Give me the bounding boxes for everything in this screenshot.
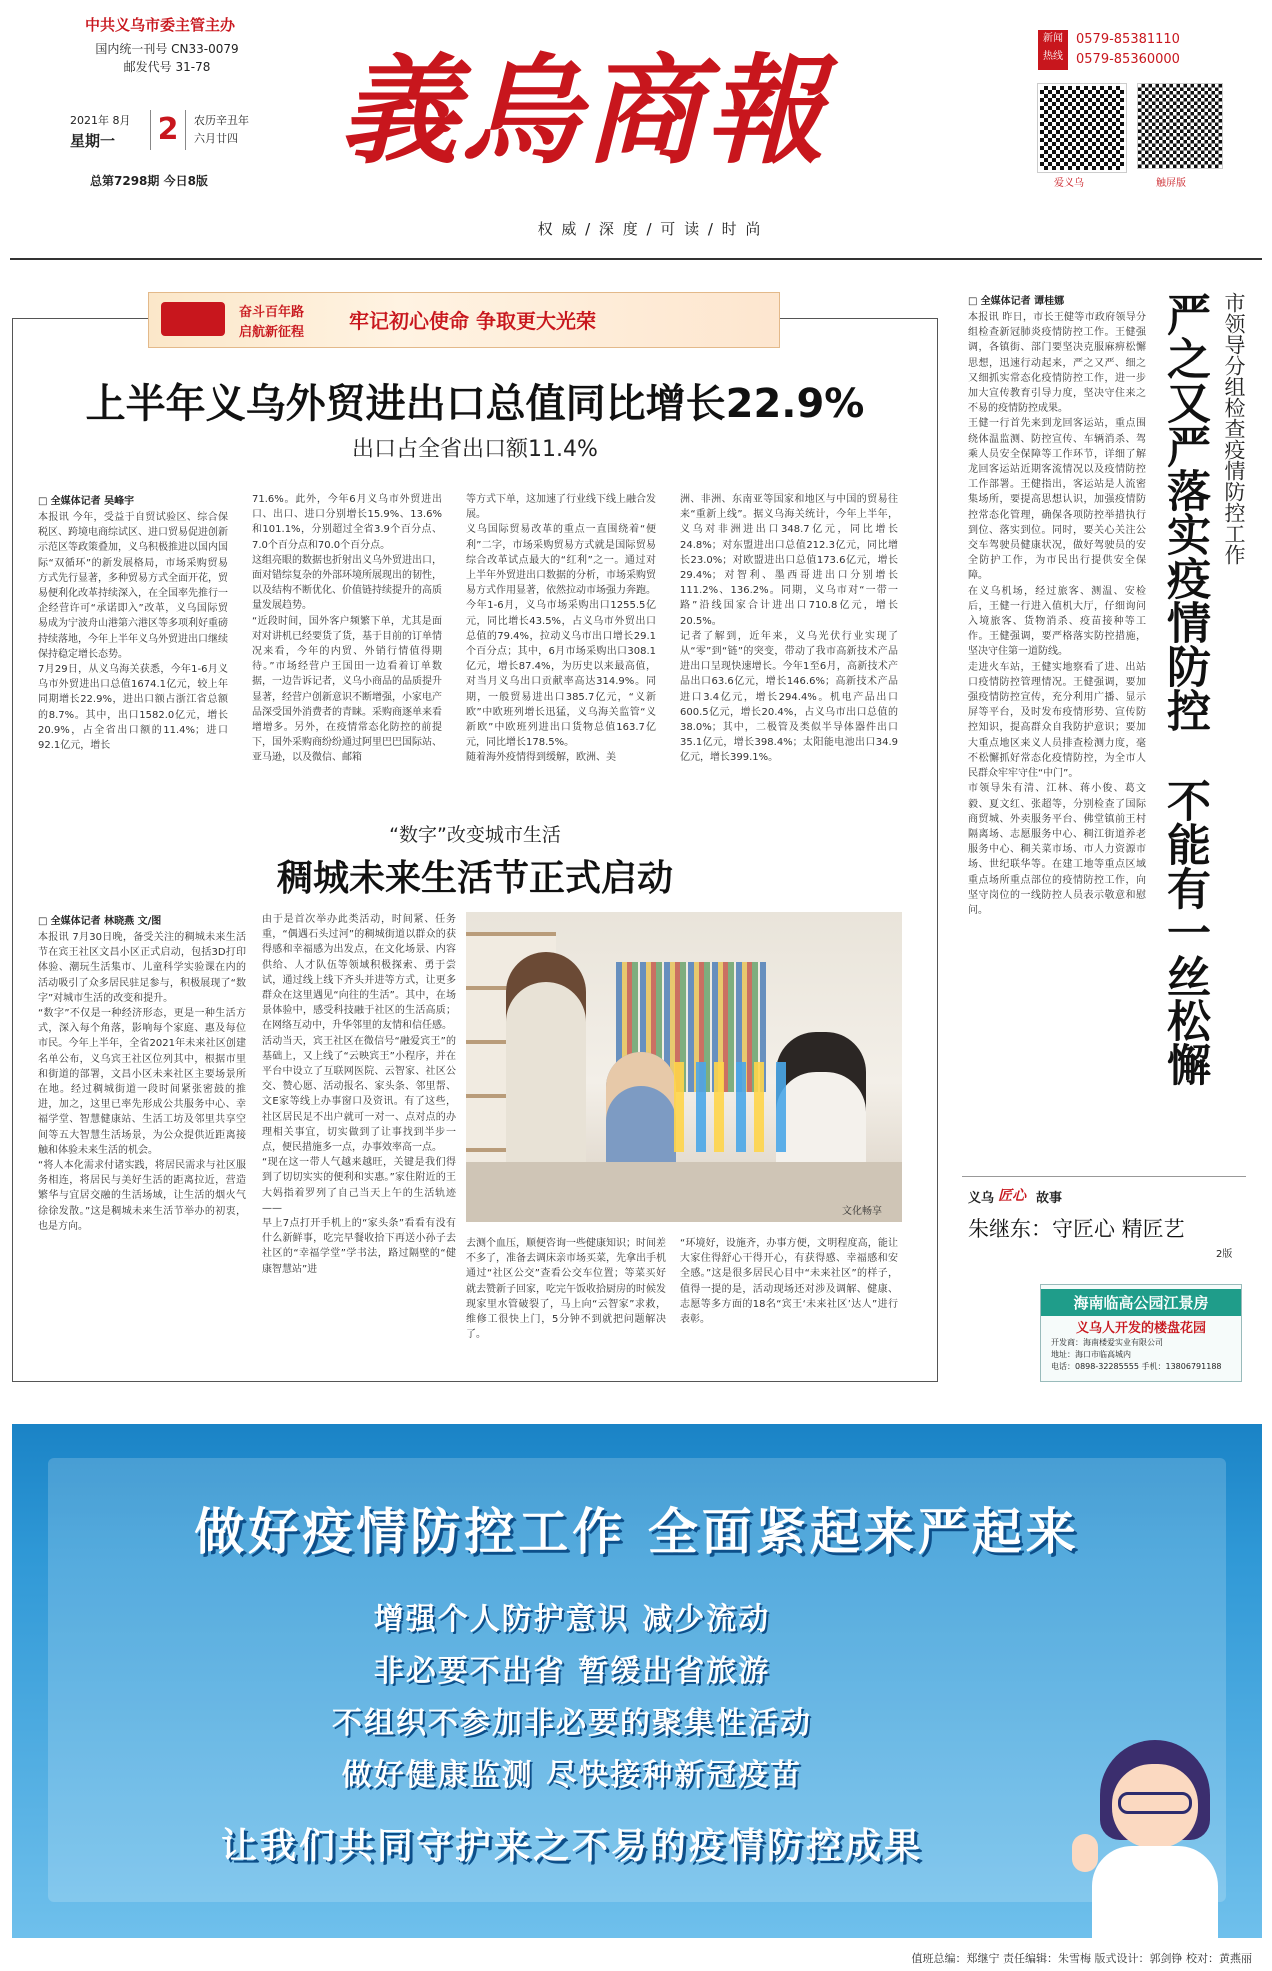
column-tag-3: 故事	[1036, 1191, 1063, 1206]
right-headline-2: 不能有一丝松懈	[1159, 778, 1210, 1086]
banner-left-1: 奋斗百年路	[239, 305, 305, 320]
right-headline-1: 严之又严落实疫情防控	[1159, 292, 1210, 732]
right-headline-2-wrap	[1160, 778, 1208, 1108]
lead-col-4: 洲、非洲、东南亚等国家和地区与中国的贸易往来“重新上线”。据义乌海关统计，今年上半年，义乌对非洲进出口348.7亿元，同比增长24.8%；对东盟进出口总值212.3亿元，同比增长23.0%；对欧盟进出口总值173.6亿元，增长29.4%；对智利、墨西哥进出口分别增长111.2%、136.2%。同期，义乌市对“一带一路”沿线国家合计进出口710.8亿元，增长20.5%。 记者了解到，近年来，义乌光伏行业实现了从“零”到“链”的突变，带动了我市高新技术产品进出口呈现快速增长。今年1至6月，高新技术产品出口63.6亿元，增长146.6%；高新技术产品进口3.4亿元，增长294.4%。机电产品出口600.5亿元，增长20.4%，占义乌市出口总值的38.0%；其中，二极管及类似半导体器件出口35.1亿元，增长398.4%；太阳能电池出口34.9亿元，增长399.1%。	[680, 494, 898, 764]
lead-headline: 上半年义乌外贸进出口总值同比增长22.9%	[85, 381, 865, 427]
second-col-2: 由于是首次举办此类活动，时间紧、任务重，“偶遇石头过河”的稠城街道以群众的获得感和幸福感为出发点，在文化场景、内容供给、人才队伍等领域积极探索、勇于尝试，通过线上线下齐头并进等方式，让更多群众在这里遇见“向往的生活”。其中，在场景体验中，感受科技融于社区的生活高质；在网络互动中，升华邻里的友情和信任感。 活动当天，宾王社区在微信号“融爱宾王”的基础上，又上线了“云映宾王”小程序，并在平台中设立了互联网医院、云智家、社区公交、赞心愿、活动报名、家头条、邻里帮、文E家等线上办事窗口及资讯。有了这些，社区居民足不出户就可一对一、点对点的办理相关事宜，切实做到了让事找到半步一点，便民措施多一点，办事效率高一点。 “现在这一带人气越来越旺，关键是我们得到了切切实实的便利和实惠。”家住附近的王大妈指着罗列了自己当天上午的生活轨迹—— 早上7点打开手机上的“家头条”看看有没有什么新鲜事，吃完早餐收拾下再送小孙子去社区的“幸福学堂”学书法，路过隔壁的“健康智慧站”进	[262, 914, 456, 1275]
phone-2: 0579-85360000	[1076, 52, 1180, 67]
issue-line: 总第7298期 今日8版	[90, 174, 208, 188]
test-tubes	[666, 1062, 786, 1152]
doctor-coat-icon	[1092, 1846, 1218, 1938]
right-kicker-text: 市领导分组检查疫情防控工作	[1222, 292, 1246, 565]
second-col-4: “环境好，设施齐，办事方便，文明程度高，能让大家住得舒心干得开心，有获得感、幸福感和安全感。”这是很多居民心目中“未来社区”的样子，值得一提的是，活动现场还对涉及调解、健康、志愿等多方面的18名“宾王‘未来社区’达人”进行表彰。	[680, 1238, 898, 1326]
second-headline: 稠城未来生活节正式启动	[276, 858, 673, 899]
day-number: 2	[157, 112, 179, 147]
lead-col-2: 71.6%。此外，今年6月义乌市外贸进出口、出口、进口分别增长15.9%、13.6%和101.1%，分别超过全省3.9个百分点、7.0个百分点和70.0个百分点。 这组亮眼的数据也折射出义乌外贸进出口，面对错综复杂的外部环境所展现出的韧性，以及结构不断优化、价值链持续提升的高质量发展趋势。 “近段时间，国外客户频繁下单，尤其是面对对讲机已经要货了货，基于目前的订单情况来看，今年的内贸、外销行情值得期待。”市场经营户王国田一边看着订单数据，一边告诉记者，义乌小商品的品质提升显著，经营户创新意识不断增强，小家电产品深受国外消费者的青睐。采购商逐单来看增增多。另外，在疫情常态化防控的前提下，国外采购商纷纷通过阿里巴巴国际站、亚马逊，以及微信、邮箱	[252, 494, 442, 764]
psa-line-2: 非必要不出省 暂缓出省旅游	[373, 1654, 771, 1689]
banner-right-text: 牢记初心使命 争取更大光荣	[349, 309, 596, 333]
hotline-label-1: 新闻	[1043, 33, 1063, 44]
centenary-emblem-icon	[161, 302, 225, 336]
masthead-divider	[10, 258, 1262, 260]
qr-caption-1: 爱义乌	[1054, 178, 1084, 189]
right-kicker	[1222, 292, 1246, 652]
feature-teaser[interactable]	[962, 1176, 1246, 1259]
doctor-hand-icon	[1072, 1834, 1098, 1872]
story-photo	[466, 912, 902, 1222]
column-tag-2: 匠心	[998, 1188, 1026, 1204]
day-box	[150, 110, 186, 150]
lead-subhead: 出口占全省出口额11.4%	[352, 437, 598, 462]
right-headline-1-wrap	[1160, 292, 1208, 772]
sponsor-line: 中共义乌市委主管主办	[84, 16, 235, 34]
lead-col-1: 本报讯 今年，受益于自贸试验区、综合保税区、跨境电商综试区、进口贸易促进创新示范区等政策叠加，义乌积极推进以国内国际“双循环”的新发展格局，市场采购贸易方式先行显著，多种贸易方式全面开花，贸易便利化改革持续深入，在全国率先推行一企经营许可“承诺即入”改革，义乌国际贸易成为宁波舟山港第六港区等多项利好重磅持续落地，今年上半年义乌外贸进出口继续保持稳定增长态势。 7月29日，从义乌海关获悉，今年1-6月义乌市外贸进出口总值1674.1亿元，较上年同期增长22.9%，进出口额占浙江省总额的8.7%。其中，出口1582.0亿元，增长20.9%，占全省出口额的11.4%；进口92.1亿元，增长	[38, 512, 228, 752]
hotline-label-2: 热线	[1043, 51, 1063, 62]
second-byline: □ 全媒体记者 林晓燕 文/图	[38, 912, 161, 927]
issn-line: 国内统一刊号 CN33-0079	[95, 42, 239, 56]
right-byline: □ 全媒体记者 谭桂娜	[968, 292, 1064, 307]
footer-credits: 值班总编：郑继宁 责任编辑：朱雪梅 版式设计：郭剑铮 校对：黄燕丽	[911, 1952, 1252, 1965]
lead-col-3: 等方式下单，这加速了行业线下线上融合发展。 义乌国际贸易改革的重点一直围绕着“便利”二字，市场采购贸易方式就是国际贸易综合改革试点最大的“红利”之一。通过对上半年外贸进出口数据的分析，市场采购贸易方式作用显著，依然拉动市场强力奔跑。今年1-6月，义乌市场采购出口1255.5亿元，同比增长43.5%，占义乌市外贸出口总值的79.4%，拉动义乌市出口增长29.1个百分点；其中，6月市场采购出口308.1亿元，增长87.4%，为历史以来最高值，对当月义乌出口贡献率高达314.9%。同期，一般贸易进出口385.7亿元，“义新欧”中欧班列增长迅猛，义乌海关监管“义新欧”中欧班列进出口货物总值163.7亿元，同比增长178.5%。 随着海外疫情得到缓解，欧洲、美	[466, 494, 656, 764]
psa-headline: 做好疫情防控工作 全面紧起来严起来	[194, 1503, 1080, 1561]
psa-banner	[12, 1424, 1262, 1938]
ad-subtitle: 义乌人开发的楼盘花园	[1075, 1321, 1206, 1336]
hotline-badge	[1038, 30, 1068, 70]
postal-line: 邮发代号 31-78	[123, 60, 211, 74]
lunar-day: 六月廿四	[194, 132, 238, 145]
right-body: 本报讯 昨日，市长王健等市政府领导分组检查新冠肺炎疫情防控工作。王健强调，各镇街、部门要坚决克服麻痹松懈思想，迅速行动起来，严之又严、细之又细抓实常态化疫情防控工作，进一步加大宣传教育引导力度，坚决守住来之不易的疫情防控成果。 王健一行首先来到龙回客运站，重点围绕体温监测、防控宣传、车辆消杀、驾乘人员安全保障等工作环节，详细了解龙回客运站近期客流情况以及疫情防控工作部署。王健指出，客运站是人流密集场所，要提高思想认识，加强疫情防控常态化管理，确保各项防控举措执行到位、落实到位。同时，要关心关注公交车驾驶员健康状况，做好驾驶员的安全防护工作，为市民出行提供安全保障。 在义乌机场，经过旅客、测温、安检后，王健一行进入值机大厅，仔细询问入境旅客、货物消杀、疫苗接种等工作。王健强调，要严格落实防控措施，坚决守住第一道防线。 走进火车站，王健实地察看了进、出站口疫情防控管理情况。王健强调，要加强疫情防控宣传，充分利用广播、显示屏等平台，及时发布疫情形势、宣传防控知识，提高群众自我防护意识；要加大重点地区来义人员排查检测力度，毫不松懈抓好常态化疫情防控，为全市人民群众牢牢守住“中门”。 市领导朱有清、江林、蒋小俊、葛文毅、夏文红、张超等，分别检查了国际商贸城、外卖服务平台、佛堂镇前王村隔离场、志愿服务中心、稠江街道养老服务中心、稠关菜市场、市人力资源市场、世纪联华等。在建工地等重点区域重点场所重点部位的疫情防控工作，向坚守岗位的一线防控人员表示敬意和慰问。	[968, 312, 1146, 916]
slogan: 权 威 / 深 度 / 可 读 / 时 尚	[537, 220, 763, 238]
second-kicker: “数字”改变城市生活	[389, 824, 561, 846]
table-surface	[466, 1162, 902, 1222]
doctor-illustration	[1072, 1734, 1242, 1938]
feature-page-ref: 2版	[1216, 1249, 1233, 1260]
banner-left-2: 启航新征程	[239, 325, 305, 340]
feature-title: 朱继东：守匠心 精匠艺	[968, 1217, 1185, 1241]
ad-address: 地址：海口市临高城内	[1051, 1350, 1131, 1359]
qr-code-mobile[interactable]	[1138, 84, 1222, 168]
psa-line-3: 不组织不参加非必要的聚集性活动	[332, 1706, 812, 1741]
psa-line-4: 做好健康监测 尽快接种新冠疫苗	[341, 1758, 803, 1793]
column-tag-1: 义乌	[968, 1191, 995, 1206]
date-year-month: 2021年 8月	[70, 114, 131, 127]
weekday: 星期一	[70, 132, 116, 150]
lead-byline: □ 全媒体记者 吴峰宇	[38, 492, 134, 507]
photo-caption: 文化畅享	[842, 1206, 882, 1217]
masthead	[0, 0, 1272, 262]
doctor-glasses-icon	[1118, 1792, 1192, 1814]
newspaper-logo: 義烏商報	[340, 41, 829, 180]
psa-line-1: 增强个人防护意识 减少流动	[373, 1602, 771, 1637]
lunar-year: 农历辛丑年	[194, 114, 249, 127]
ad-phone: 电话：0898-32285555 手机：13806791188	[1051, 1362, 1222, 1371]
qr-caption-2: 触屏版	[1156, 178, 1186, 189]
real-estate-ad[interactable]	[1040, 1284, 1242, 1382]
second-col-1: 本报讯 7月30日晚，备受关注的稠城未来生活节在宾王社区文昌小区正式启动，包括3D打印体验、潮玩生活集市、儿童科学实验课在内的活动吸引了众多居民驻足参与，积极展现了“数字”对城市生活的改变和提升。 “数字”不仅是一种经济形态，更是一种生活方式，深入每个角落，影响每个家庭、惠及每位市民。今年上半年，全省2021年未来社区创建名单公布，义乌宾王社区位列其中，根据市里和街道的部署，文昌小区未来社区主要场景所在地。经过稠城街道一段时间紧张密鼓的推进，加之，这里已率先形成公共服务中心、幸福学堂、智慧健康站、生活工坊及邻里共享空间等五大智慧生活场景，为公众提供近距离接触和体验未来生活的机会。 “将人本化需求付诸实践，将居民需求与社区服务相连，将居民与美好生活的距离拉近，营造繁华与宜居交融的生活场域，让生活的烟火气徐徐发散。”这是稠城未来生活节举办的初衷，也是方向。	[38, 932, 246, 1232]
ad-title: 海南临高公园江景房	[1041, 1289, 1241, 1316]
phone-1: 0579-85381110	[1076, 32, 1180, 47]
psa-closing: 让我们共同守护来之不易的疫情防控成果	[220, 1826, 923, 1867]
party-banner	[148, 292, 780, 348]
ad-developer: 开发商：海南楼爱实业有限公司	[1051, 1338, 1163, 1347]
date-block	[70, 110, 290, 170]
second-col-3: 去测个血压，顺便咨询一些健康知识；时间差不多了，准备去调床亲市场买菜，先拿出手机通过“社区公交”查看公交车位置；等菜买好就去赞新子回家，吃完午饭收拾厨房的时候发现家里水管破裂了，马上向“云智家”求救，维修工很快上门，5分钟不到就把问题解决了。	[466, 1238, 666, 1341]
qr-code-app[interactable]	[1038, 84, 1126, 172]
